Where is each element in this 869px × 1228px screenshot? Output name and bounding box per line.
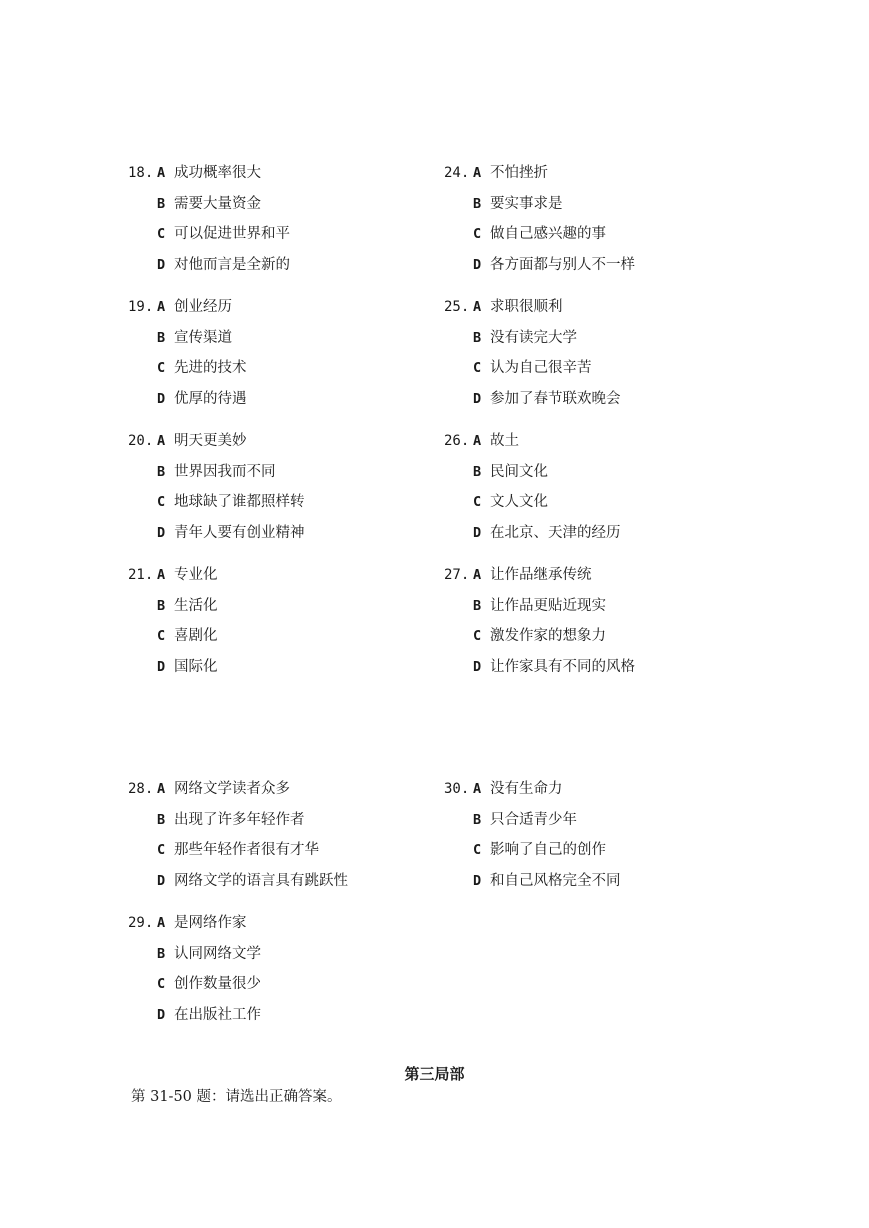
option-row <box>128 781 448 812</box>
option-text: 各方面都与别人不一样 <box>490 256 635 273</box>
option-row <box>128 360 448 391</box>
question-number: 26. <box>444 433 470 449</box>
option-text: 宣传渠道 <box>174 329 232 346</box>
option-row <box>128 257 448 288</box>
option-letter: B <box>473 811 482 828</box>
option-row <box>128 299 448 330</box>
question-number: 21. <box>128 567 154 583</box>
option-row <box>128 659 448 690</box>
option-row <box>444 299 764 330</box>
option-row <box>444 464 764 495</box>
option-letter: C <box>473 628 482 645</box>
option-row <box>444 598 764 629</box>
option-row <box>444 165 764 196</box>
option-row <box>128 165 448 196</box>
section-instruction: 第 31-50 题：请选出正确答案。 <box>131 1089 342 1105</box>
option-letter: B <box>157 945 166 962</box>
option-text: 影响了自己的创作 <box>490 842 606 859</box>
option-row <box>444 494 764 525</box>
option-letter: C <box>157 226 166 243</box>
option-text: 明天更美妙 <box>174 433 247 449</box>
option-text: 让作品继承传统 <box>490 567 592 583</box>
option-letter: B <box>157 195 166 212</box>
option-row <box>128 567 448 598</box>
option-row <box>444 226 764 257</box>
option-text: 需要大量资金 <box>174 195 261 212</box>
option-row <box>444 525 764 556</box>
option-letter: A <box>157 915 166 931</box>
option-letter: C <box>473 226 482 243</box>
option-letter: A <box>473 165 482 181</box>
option-text: 没有生命力 <box>490 781 563 797</box>
option-letter: B <box>473 195 482 212</box>
option-letter: A <box>473 567 482 583</box>
option-row <box>444 659 764 690</box>
option-row <box>128 946 448 977</box>
question-number: 18. <box>128 165 154 181</box>
option-row <box>128 525 448 556</box>
question-number: 20. <box>128 433 154 449</box>
question-number: 19. <box>128 299 154 315</box>
option-text: 是网络作家 <box>174 915 247 931</box>
option-letter: C <box>157 976 166 993</box>
option-row <box>128 494 448 525</box>
option-row <box>128 196 448 227</box>
option-letter: B <box>157 463 166 480</box>
option-row <box>128 433 448 464</box>
option-text: 那些年轻作者很有才华 <box>174 842 319 859</box>
option-row <box>444 257 764 288</box>
option-letter: D <box>157 390 166 407</box>
option-text: 认为自己很辛苦 <box>490 360 592 377</box>
option-row <box>444 330 764 361</box>
question-block <box>128 567 448 689</box>
option-text: 认同网络文学 <box>174 945 261 962</box>
question-block <box>444 433 764 555</box>
option-row <box>128 915 448 946</box>
question-number: 27. <box>444 567 470 583</box>
option-text: 国际化 <box>174 658 218 675</box>
option-letter: A <box>157 781 166 797</box>
option-text: 民间文化 <box>490 463 548 480</box>
option-text: 激发作家的想象力 <box>490 628 606 645</box>
option-letter: A <box>157 299 166 315</box>
option-text: 网络文学的语言具有跳跃性 <box>174 872 348 889</box>
option-text: 让作品更贴近现实 <box>490 597 606 614</box>
option-text: 没有读完大学 <box>490 329 577 346</box>
option-letter: C <box>473 842 482 859</box>
option-text: 和自己风格完全不同 <box>490 872 621 889</box>
section-title: 第三局部 <box>404 1065 465 1083</box>
option-letter: B <box>473 329 482 346</box>
option-text: 要实事求是 <box>490 195 563 212</box>
option-row <box>444 433 764 464</box>
option-letter: D <box>157 1006 166 1023</box>
option-text: 对他而言是全新的 <box>174 256 290 273</box>
option-row <box>444 196 764 227</box>
option-letter: D <box>157 658 166 675</box>
option-row <box>128 464 448 495</box>
option-row <box>444 873 764 904</box>
option-text: 创业经历 <box>174 299 232 315</box>
option-row <box>128 873 448 904</box>
option-row <box>444 391 764 422</box>
option-row <box>128 226 448 257</box>
option-letter: C <box>473 360 482 377</box>
option-row <box>128 330 448 361</box>
option-row <box>444 842 764 873</box>
option-letter: C <box>157 842 166 859</box>
option-letter: A <box>473 433 482 449</box>
question-number: 28. <box>128 781 154 797</box>
option-text: 参加了春节联欢晚会 <box>490 390 621 407</box>
question-number: 25. <box>444 299 470 315</box>
option-row <box>444 567 764 598</box>
question-block <box>444 165 764 287</box>
option-text: 在北京、天津的经历 <box>490 524 621 541</box>
option-text: 地球缺了谁都照样转 <box>174 494 305 511</box>
option-letter: D <box>473 524 482 541</box>
option-letter: D <box>473 872 482 889</box>
option-letter: D <box>157 524 166 541</box>
question-block <box>128 915 448 1037</box>
option-text: 求职很顺利 <box>490 299 563 315</box>
option-row <box>128 628 448 659</box>
option-row <box>128 976 448 1007</box>
option-text: 可以促进世界和平 <box>174 226 290 243</box>
option-text: 先进的技术 <box>174 360 247 377</box>
option-letter: C <box>473 494 482 511</box>
option-letter: B <box>157 597 166 614</box>
option-text: 让作家具有不同的风格 <box>490 658 635 675</box>
question-block <box>128 165 448 287</box>
option-text: 生活化 <box>174 597 218 614</box>
option-text: 做自己感兴趣的事 <box>490 226 606 243</box>
question-number: 30. <box>444 781 470 797</box>
option-text: 世界因我而不同 <box>174 463 276 480</box>
option-letter: D <box>473 658 482 675</box>
option-row <box>444 781 764 812</box>
option-text: 故土 <box>490 433 519 449</box>
option-row <box>444 360 764 391</box>
option-text: 青年人要有创业精神 <box>174 524 305 541</box>
option-text: 出现了许多年轻作者 <box>174 811 305 828</box>
option-text: 不怕挫折 <box>490 165 548 181</box>
option-letter: D <box>157 872 166 889</box>
option-text: 创作数量很少 <box>174 976 261 993</box>
option-letter: C <box>157 360 166 377</box>
question-number: 29. <box>128 915 154 931</box>
option-text: 成功概率很大 <box>174 165 261 181</box>
option-letter: B <box>473 597 482 614</box>
option-letter: A <box>157 567 166 583</box>
option-row <box>128 391 448 422</box>
option-letter: D <box>473 390 482 407</box>
option-text: 文人文化 <box>490 494 548 511</box>
option-row <box>128 598 448 629</box>
option-text: 在出版社工作 <box>174 1006 261 1023</box>
option-letter: A <box>157 165 166 181</box>
option-text: 优厚的待遇 <box>174 390 247 407</box>
question-block <box>444 567 764 689</box>
option-text: 只合适青少年 <box>490 811 577 828</box>
question-number: 24. <box>444 165 470 181</box>
option-letter: A <box>473 299 482 315</box>
option-text: 网络文学读者众多 <box>174 781 290 797</box>
option-row <box>128 842 448 873</box>
option-letter: D <box>157 256 166 273</box>
option-text: 专业化 <box>174 567 218 583</box>
question-block <box>128 299 448 421</box>
option-letter: A <box>157 433 166 449</box>
question-block <box>128 433 448 555</box>
option-row <box>444 628 764 659</box>
option-letter: B <box>157 329 166 346</box>
question-block <box>444 299 764 421</box>
option-row <box>444 812 764 843</box>
option-letter: D <box>473 256 482 273</box>
question-block <box>128 781 448 903</box>
option-letter: A <box>473 781 482 797</box>
option-letter: B <box>473 463 482 480</box>
question-block <box>444 781 764 903</box>
option-letter: B <box>157 811 166 828</box>
option-text: 喜剧化 <box>174 628 218 645</box>
option-letter: C <box>157 494 166 511</box>
option-row <box>128 812 448 843</box>
option-letter: C <box>157 628 166 645</box>
option-row <box>128 1007 448 1038</box>
